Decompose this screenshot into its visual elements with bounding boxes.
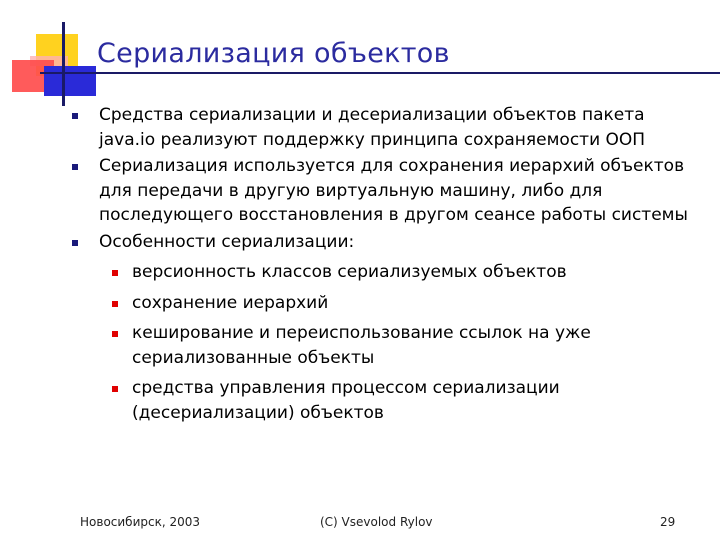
- red-square-bullet-icon: [112, 270, 118, 276]
- sub-bullet-item: [132, 321, 704, 370]
- red-square-bullet-icon: [112, 331, 118, 337]
- bullet-item: [99, 230, 704, 255]
- sub-bullet-text: кеширование и переиспользование ссылок на уже сериализованные объекты: [132, 323, 591, 368]
- square-bullet-icon: [72, 240, 78, 246]
- bullet-item: [99, 154, 704, 228]
- bullet-text: Сериализация используется для сохранения иерархий объектов для передачи в другую виртуальную машину, либо для последующего восстановления в другом сеансе работы системы: [99, 156, 688, 225]
- sub-bullet-item: [132, 291, 704, 316]
- bullet-text: Средства сериализации и десериализации объектов пакета java.io реализуют поддержку принципа сохраняемости ООП: [99, 105, 646, 150]
- slide-content: [0, 103, 720, 431]
- red-square-bullet-icon: [112, 301, 118, 307]
- square-bullet-icon: [72, 164, 78, 170]
- footer-author: (C) Vsevolod Rylov: [320, 515, 433, 529]
- title-underline: [40, 72, 720, 74]
- square-bullet-icon: [72, 113, 78, 119]
- red-square-bullet-icon: [112, 386, 118, 392]
- sub-bullet-text: средства управления процессом сериализации (десериализации) объектов: [132, 378, 560, 423]
- slide-title: Сериализация объектов: [97, 38, 450, 69]
- sub-bullet-text: сохранение иерархий: [132, 292, 329, 313]
- bullet-text: Особенности сериализации:: [99, 231, 355, 252]
- sub-bullet-item: [132, 376, 704, 425]
- sub-bullet-text: версионность классов сериализуемых объектов: [132, 262, 567, 282]
- page-number: 29: [660, 515, 676, 529]
- footer-location: Новосибирск, 2003: [80, 515, 201, 529]
- decor-blue-square: [44, 66, 96, 96]
- bullet-item: [99, 103, 704, 152]
- decor-vertical-line: [62, 22, 65, 106]
- sub-bullet-item: [132, 260, 704, 285]
